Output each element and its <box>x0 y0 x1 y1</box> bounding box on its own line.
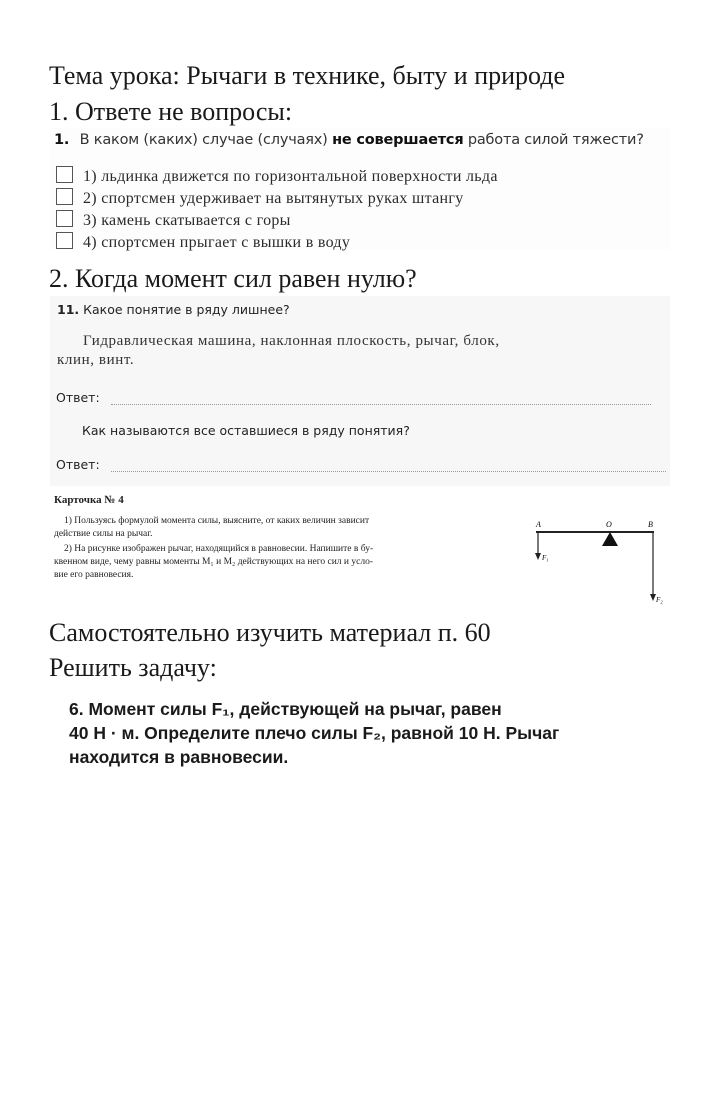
checkbox-3[interactable] <box>56 210 73 227</box>
question1-part2: работа силой тяжести? <box>467 132 644 148</box>
option-2-label: 2) спортсмен удерживает на вытянутых руках штангу <box>83 190 464 207</box>
checkbox-4[interactable] <box>56 232 73 249</box>
question11-title <box>57 302 290 317</box>
question11-scan <box>50 296 670 486</box>
question1-text <box>54 132 644 148</box>
solve-line: Решить задачу: <box>49 653 217 682</box>
card-title: Карточка № 4 <box>54 494 124 506</box>
question1-number: 1. <box>54 132 70 148</box>
section2-heading: 2. Когда момент сил равен нулю? <box>49 264 417 293</box>
card-item2-line2: квенном виде, чему равны моменты M₁ и M₂ действующих на него сил и усло- <box>54 557 374 567</box>
fulcrum <box>602 532 618 546</box>
task-line2: 40 Н · м. Определите плечо силы F₂, равной 10 Н. Рычаг <box>69 723 560 743</box>
self-study-line: Самостоятельно изучить материал п. 60 <box>49 618 491 647</box>
question1-bold: не совершается <box>332 132 464 148</box>
checkbox-1[interactable] <box>56 166 73 183</box>
question11-sub: Как называются все оставшиеся в ряду понятия? <box>82 423 410 438</box>
answer-line-1[interactable] <box>111 404 651 405</box>
task-line1: 6. Момент силы F₁, действующей на рычаг, равен <box>69 699 502 719</box>
label-a: A <box>536 520 541 529</box>
card-item1-line2: действие силы на рычаг. <box>54 529 153 539</box>
option-4[interactable] <box>56 232 350 252</box>
card-item2-line3: вие его равновесия. <box>54 570 134 580</box>
answer-label-1: Ответ: <box>56 390 100 405</box>
option-1-label: 1) льдинка движется по горизонтальной поверхности льда <box>83 168 498 185</box>
card-item1-line1: 1) Пользуясь формулой момента силы, выясните, от каких величин зависит <box>64 516 370 526</box>
question1-part1: В каком (каких) случае (случаях) <box>79 132 328 148</box>
label-o: O <box>606 520 612 529</box>
answer-label-2: Ответ: <box>56 457 100 472</box>
lesson-title: Тема урока: Рычаги в технике, быту и природе <box>49 61 566 90</box>
question11-title-text: Какое понятие в ряду лишнее? <box>83 302 290 317</box>
question11-number: 11. <box>57 302 80 317</box>
label-f2: F₂ <box>656 596 663 604</box>
question11-line1: Гидравлическая машина, наклонная плоскость, рычаг, блок, <box>83 333 500 349</box>
option-4-label: 4) спортсмен прыгает с вышки в воду <box>83 234 351 251</box>
task-line3: находится в равновесии. <box>69 747 289 767</box>
card-item2-line1: 2) На рисунке изображен рычаг, находящийся в равновесии. Напишите в бу- <box>64 544 374 554</box>
checkbox-2[interactable] <box>56 188 73 205</box>
option-3[interactable] <box>56 210 291 230</box>
option-2[interactable] <box>56 188 464 208</box>
lever-diagram <box>530 516 670 608</box>
option-1[interactable] <box>56 166 498 186</box>
option-3-label: 3) камень скатывается с горы <box>83 212 291 229</box>
label-b: B <box>648 520 653 529</box>
section1-heading: 1. Ответе не вопросы: <box>49 97 293 126</box>
label-f1: F₁ <box>542 554 549 562</box>
force-f1-head <box>535 553 541 560</box>
question11-line2: клин, винт. <box>57 352 135 368</box>
answer-line-2[interactable] <box>111 471 666 472</box>
